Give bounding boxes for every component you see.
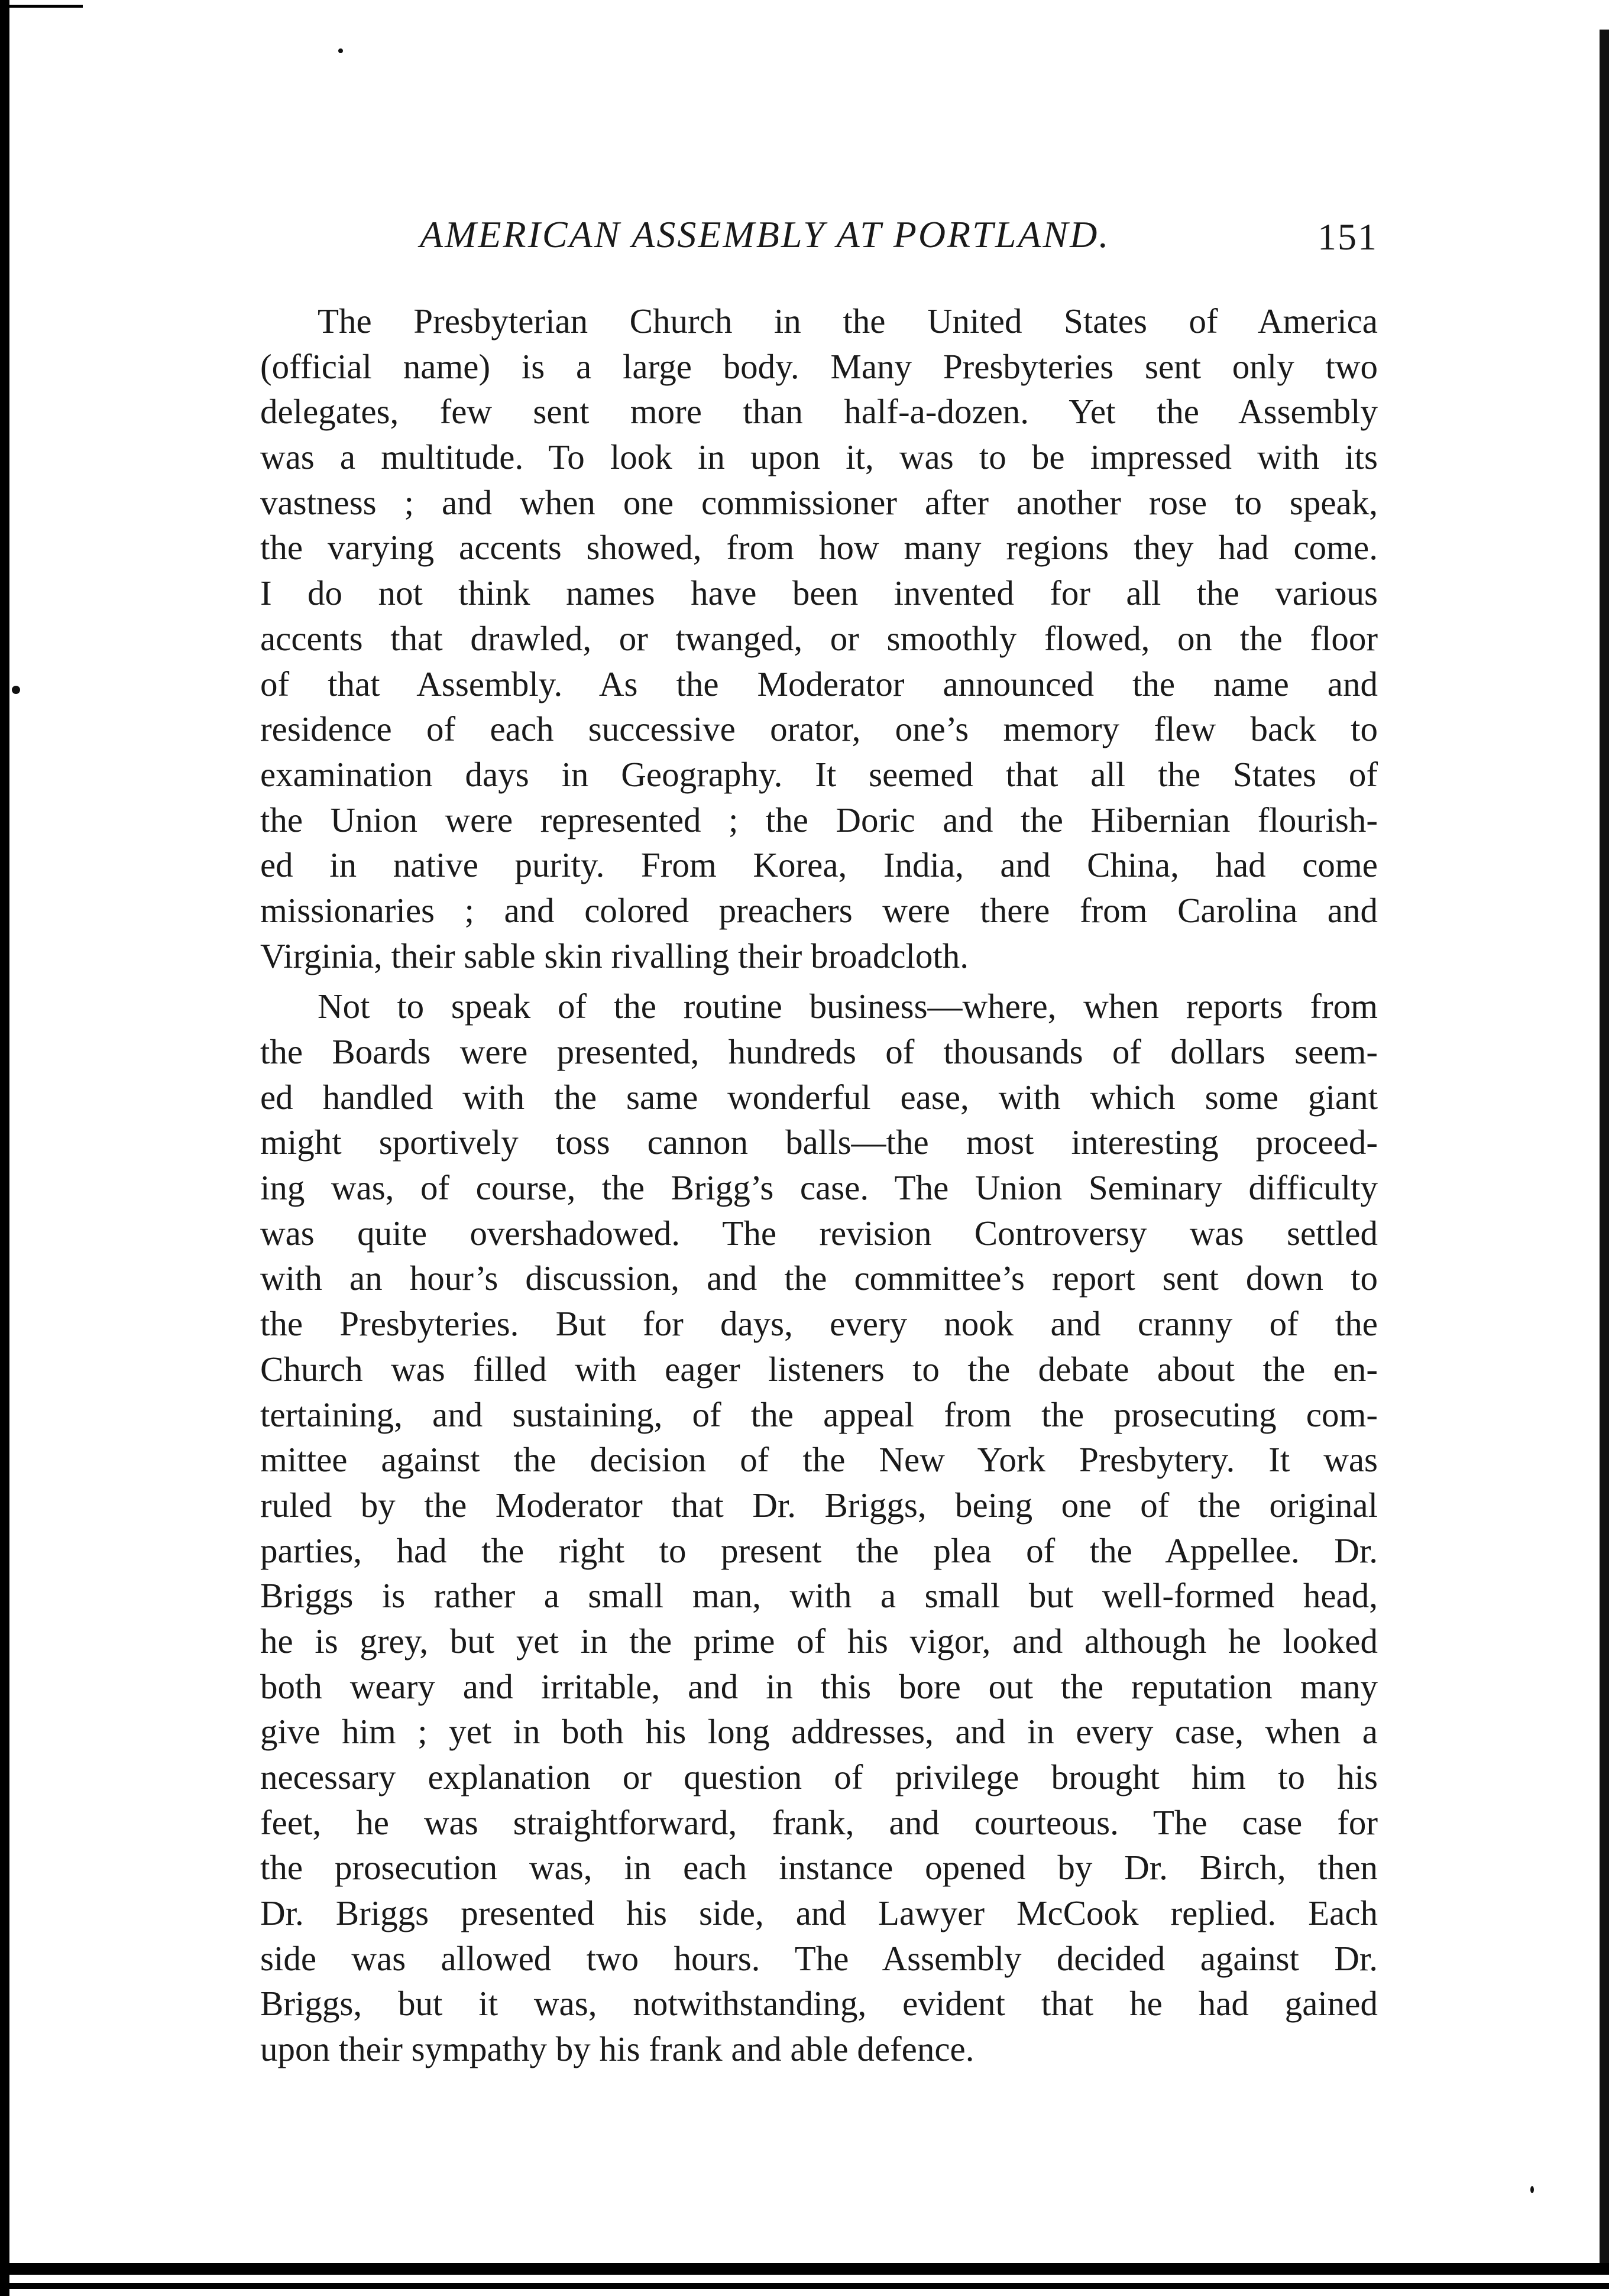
text-line: the prosecution was, in each instance opened by Dr. Birch, then — [260, 1848, 1378, 1888]
text-line: Briggs, but it was, notwithstanding, evident that he had gained — [260, 1984, 1378, 2023]
text-line: ed handled with the same wonderful ease, with which some giant — [260, 1077, 1378, 1117]
text-line: the Boards were presented, hundreds of thousands of dollars seem- — [260, 1032, 1378, 1071]
text-line: was a multitude. To look in upon it, was to be impressed with its — [260, 437, 1378, 477]
text-line: he is grey, but yet in the prime of his vigor, and although he looked — [260, 1621, 1378, 1661]
text-line: the Union were represented ; the Doric and the Hibernian flourish- — [260, 800, 1378, 839]
page-header — [260, 213, 1378, 278]
text-line: (official name) is a large body. Many Presbyteries sent only two — [260, 346, 1378, 386]
scan-border-bottom — [0, 2263, 1609, 2275]
text-line: mittee against the decision of the New York Presbytery. It was — [260, 1440, 1378, 1480]
scan-border-top — [0, 5, 83, 8]
text-line: delegates, few sent more than half-a-dozen. Yet the Assembly — [260, 392, 1378, 432]
ink-speck — [1530, 2186, 1534, 2193]
scan-border-right — [1600, 30, 1609, 2264]
text-line: give him ; yet in both his long addresses, and in every case, when a — [260, 1712, 1378, 1752]
text-line: Not to speak of the routine business—where, when reports from — [318, 987, 1378, 1026]
ink-speck — [12, 686, 20, 694]
text-line: Church was filled with eager listeners to the debate about the en- — [260, 1349, 1378, 1389]
text-line: accents that drawled, or twanged, or smoothly flowed, on the floor — [260, 618, 1378, 658]
ink-speck — [338, 48, 343, 53]
scan-border-bottom-thin — [0, 2283, 1609, 2289]
text-line: missionaries ; and colored preachers were there from Carolina and — [260, 890, 1378, 930]
text-line: examination days in Geography. It seemed that all the States of — [260, 754, 1378, 794]
text-line: tertaining, and sustaining, of the appeal from the prosecuting com- — [260, 1395, 1378, 1434]
text-line: ruled by the Moderator that Dr. Briggs, being one of the original — [260, 1485, 1378, 1525]
text-line: residence of each successive orator, one’s memory flew back to — [260, 709, 1378, 749]
body-text — [260, 299, 1378, 2077]
text-line: Virginia, their sable skin rivalling their broadcloth. — [260, 936, 969, 975]
text-line: the varying accents showed, from how many regions they had come. — [260, 528, 1378, 567]
page-number: 151 — [1317, 216, 1378, 258]
text-line: side was allowed two hours. The Assembly decided against Dr. — [260, 1938, 1378, 1978]
text-line: feet, he was straightforward, frank, and courteous. The case for — [260, 1802, 1378, 1842]
running-head: AMERICAN ASSEMBLY AT PORTLAND. — [420, 213, 1111, 255]
text-line: was quite overshadowed. The revision Controversy was settled — [260, 1213, 1378, 1253]
text-line: of that Assembly. As the Moderator announced the name and — [260, 664, 1378, 703]
text-line: both weary and irritable, and in this bore out the reputation many — [260, 1666, 1378, 1706]
paragraph-1 — [260, 299, 1378, 978]
text-line: The Presbyterian Church in the United States of America — [318, 301, 1378, 340]
text-line: the Presbyteries. But for days, every nook and cranny of the — [260, 1304, 1378, 1344]
text-line: necessary explanation or question of privilege brought him to his — [260, 1757, 1378, 1796]
text-line: I do not think names have been invented for all the various — [260, 573, 1378, 613]
text-line: vastness ; and when one commissioner after another rose to speak, — [260, 482, 1378, 522]
text-line: Dr. Briggs presented his side, and Lawyer McCook replied. Each — [260, 1893, 1378, 1933]
text-line: with an hour’s discussion, and the committee’s report sent down to — [260, 1259, 1378, 1298]
paragraph-2 — [260, 984, 1378, 2072]
text-line: parties, had the right to present the plea of the Appellee. Dr. — [260, 1530, 1378, 1570]
text-line: Briggs is rather a small man, with a small but well-formed head, — [260, 1576, 1378, 1616]
text-line: upon their sympathy by his frank and able defence. — [260, 2029, 975, 2069]
text-line: ing was, of course, the Brigg’s case. The Union Seminary difficulty — [260, 1168, 1378, 1208]
scan-border-left — [0, 0, 9, 2296]
text-line: ed in native purity. From Korea, India, and China, had come — [260, 845, 1378, 885]
text-line: might sportively toss cannon balls—the most interesting proceed- — [260, 1123, 1378, 1162]
